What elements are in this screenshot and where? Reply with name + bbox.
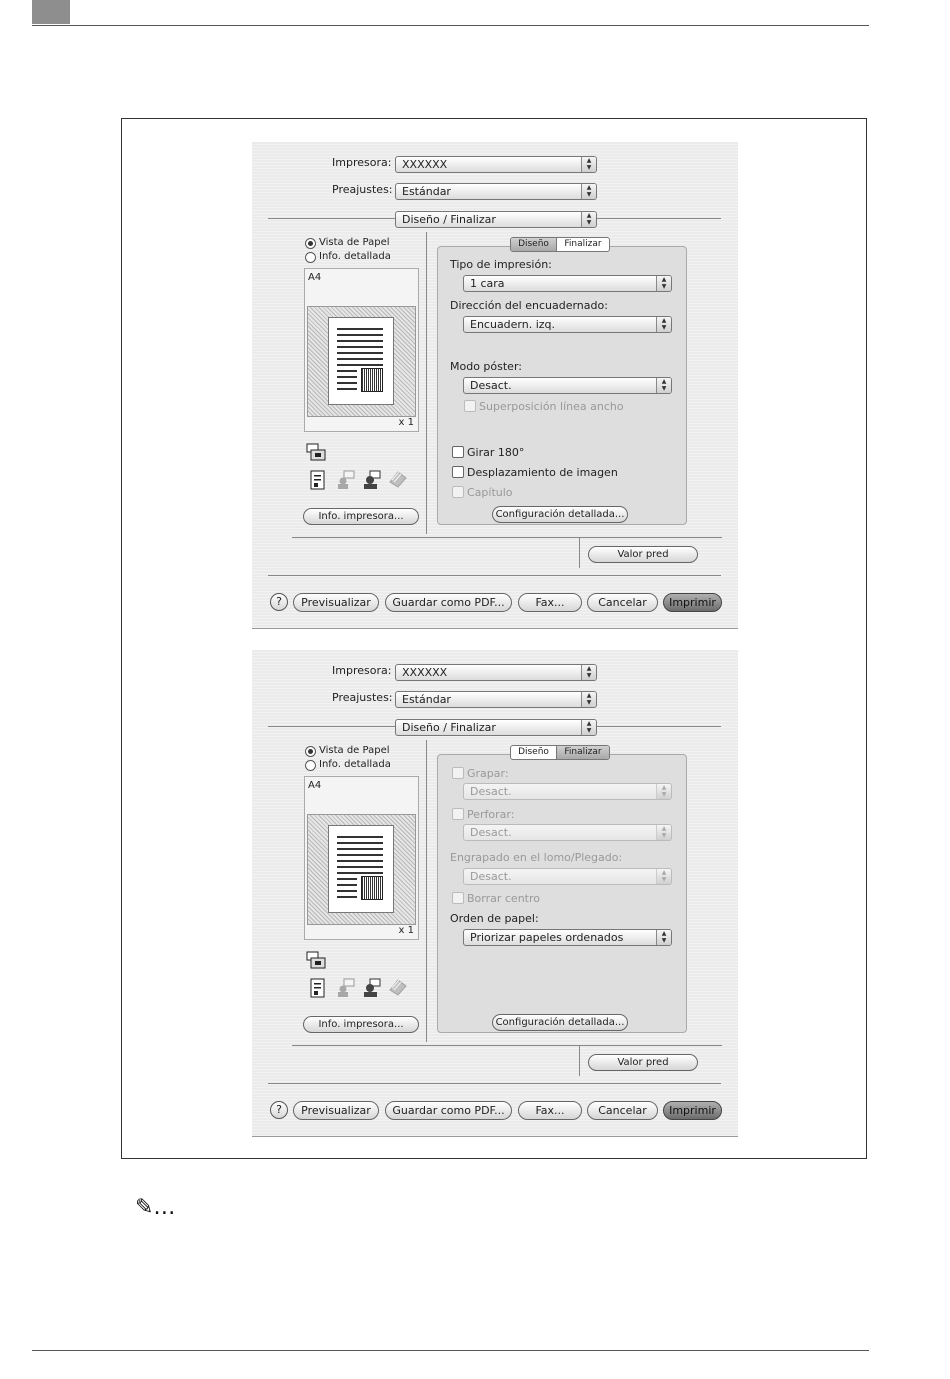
presets-select[interactable]: [395, 183, 597, 200]
panel-select-value: Diseño / Finalizar: [402, 213, 496, 226]
print-dialog-finishing: [252, 650, 738, 1137]
paper-size-label: A4: [308, 780, 322, 791]
fold-select[interactable]: [463, 868, 672, 885]
tab-layout[interactable]: Diseño: [511, 238, 556, 251]
presets-label: Preajustes:: [332, 183, 393, 196]
user-icon: [336, 978, 356, 998]
paper-view-label: Vista de Papel: [319, 237, 390, 248]
copies-label: x 1: [398, 417, 414, 428]
staple-value: Desact.: [470, 785, 512, 798]
details-radio[interactable]: [305, 252, 316, 263]
lower-separator: [292, 1045, 722, 1046]
popup-arrows-icon: ▲ ▼: [581, 157, 596, 172]
document-icon: [308, 978, 328, 998]
binding-label: Dirección del encuadernado:: [450, 299, 608, 312]
popup-arrows-icon: ▲ ▼: [656, 930, 671, 945]
paper-order-label: Orden de papel:: [450, 912, 539, 925]
lower-divider: [579, 1046, 580, 1076]
fold-label: Engrapado en el lomo/Plegado:: [450, 851, 623, 864]
stack-icon: [388, 468, 408, 488]
printer-info-button[interactable]: Info. impresora...: [303, 1016, 419, 1033]
details-label: Info. detallada: [319, 251, 391, 262]
account-icon: [362, 978, 382, 998]
account-icon: [362, 470, 382, 490]
header-rule: [32, 25, 869, 26]
column-divider: [426, 232, 427, 534]
image-shift-label: Desplazamiento de imagen: [467, 466, 618, 479]
preview-button[interactable]: Previsualizar: [293, 1101, 379, 1120]
tab-finishing[interactable]: Finalizar: [556, 746, 609, 759]
details-radio[interactable]: [305, 760, 316, 771]
overlap-label: Superposición línea ancho: [479, 400, 624, 413]
lower-separator: [292, 537, 722, 538]
print-button[interactable]: Imprimir: [663, 1101, 722, 1120]
punch-label: Perforar:: [467, 808, 515, 821]
help-button[interactable]: ?: [270, 1101, 288, 1119]
column-divider: [426, 740, 427, 1042]
chapter-checkbox[interactable]: [452, 486, 464, 498]
paper-order-select[interactable]: [463, 929, 672, 946]
chapter-label: Capítulo: [467, 486, 513, 499]
stack-icon: [388, 976, 408, 996]
preview-background: [307, 814, 416, 925]
erase-center-label: Borrar centro: [467, 892, 540, 905]
copies-label: x 1: [398, 925, 414, 936]
erase-center-checkbox[interactable]: [452, 892, 464, 904]
paper-view-radio[interactable]: [305, 746, 316, 757]
default-values-button[interactable]: Valor pred: [588, 546, 698, 563]
tab-bar: [510, 237, 610, 252]
fax-button[interactable]: Fax...: [518, 1101, 582, 1120]
fold-value: Desact.: [470, 870, 512, 883]
preview-sheet: [328, 317, 394, 405]
printer-label: Impresora:: [332, 664, 392, 677]
paper-preview: [304, 268, 419, 432]
presets-select-value: Estándar: [402, 693, 451, 706]
default-values-button[interactable]: Valor pred: [588, 1054, 698, 1071]
advanced-settings-button[interactable]: Configuración detallada...: [492, 1014, 628, 1031]
popup-arrows-icon: ▲ ▼: [656, 869, 671, 884]
preview-background: [307, 306, 416, 417]
popup-arrows-icon: ▲ ▼: [581, 692, 596, 707]
paper-view-radio[interactable]: [305, 238, 316, 249]
poster-select[interactable]: [463, 377, 672, 394]
tab-bar: [510, 745, 610, 760]
popup-arrows-icon: ▲ ▼: [656, 378, 671, 393]
footer-separator: [268, 575, 721, 576]
cancel-button[interactable]: Cancelar: [587, 1101, 658, 1120]
lower-divider: [579, 538, 580, 568]
popup-arrows-icon: ▲ ▼: [581, 212, 596, 227]
panel-select[interactable]: [395, 211, 597, 228]
print-button[interactable]: Imprimir: [663, 593, 722, 612]
popup-arrows-icon: ▲ ▼: [656, 276, 671, 291]
popup-arrows-icon: ▲ ▼: [656, 825, 671, 840]
staple-checkbox[interactable]: [452, 767, 464, 779]
printer-info-button[interactable]: Info. impresora...: [303, 508, 419, 525]
tab-layout[interactable]: Diseño: [518, 747, 549, 757]
user-icon: [336, 470, 356, 490]
popup-arrows-icon: ▲ ▼: [581, 720, 596, 735]
printer-status-icon: [306, 442, 326, 462]
paper-order-value: Priorizar papeles ordenados: [470, 931, 624, 944]
help-button[interactable]: ?: [270, 593, 288, 611]
paper-preview: [304, 776, 419, 940]
print-type-select[interactable]: [463, 275, 672, 292]
print-type-label: Tipo de impresión:: [450, 258, 552, 271]
popup-arrows-icon: ▲ ▼: [656, 317, 671, 332]
fax-button[interactable]: Fax...: [518, 593, 582, 612]
footer-separator: [268, 1083, 721, 1084]
staple-label: Grapar:: [467, 767, 509, 780]
footer-rule: [32, 1350, 869, 1351]
punch-checkbox[interactable]: [452, 808, 464, 820]
printer-select[interactable]: [395, 664, 597, 681]
presets-label: Preajustes:: [332, 691, 393, 704]
panel-select[interactable]: [395, 719, 597, 736]
binding-value: Encuadern. izq.: [470, 318, 556, 331]
printer-label: Impresora:: [332, 156, 392, 169]
save-pdf-button[interactable]: Guardar como PDF...: [385, 593, 512, 612]
rotate-checkbox[interactable]: [452, 446, 464, 458]
details-label: Info. detallada: [319, 759, 391, 770]
punch-value: Desact.: [470, 826, 512, 839]
popup-arrows-icon: ▲ ▼: [581, 665, 596, 680]
rotate-label: Girar 180°: [467, 446, 525, 459]
note-pencil-icon: ✎…: [135, 1195, 176, 1220]
paper-size-label: A4: [308, 272, 322, 283]
printer-select-value: XXXXXX: [402, 666, 448, 679]
print-dialog-layout: [252, 142, 738, 629]
printer-status-icon: [306, 950, 326, 970]
image-shift-checkbox[interactable]: [452, 466, 464, 478]
preview-sheet: [328, 825, 394, 913]
paper-view-label: Vista de Papel: [319, 745, 390, 756]
printer-select-value: XXXXXX: [402, 158, 448, 171]
preview-button[interactable]: Previsualizar: [293, 593, 379, 612]
page-header-tab: [32, 0, 70, 24]
staple-select[interactable]: [463, 783, 672, 800]
advanced-settings-button[interactable]: Configuración detallada...: [492, 506, 628, 523]
printer-select[interactable]: [395, 156, 597, 173]
panel-select-value: Diseño / Finalizar: [402, 721, 496, 734]
popup-arrows-icon: ▲ ▼: [581, 184, 596, 199]
popup-arrows-icon: ▲ ▼: [656, 784, 671, 799]
document-icon: [308, 470, 328, 490]
punch-select[interactable]: [463, 824, 672, 841]
poster-value: Desact.: [470, 379, 512, 392]
presets-select[interactable]: [395, 691, 597, 708]
print-type-value: 1 cara: [470, 277, 505, 290]
overlap-checkbox[interactable]: [464, 400, 476, 412]
presets-select-value: Estándar: [402, 185, 451, 198]
save-pdf-button[interactable]: Guardar como PDF...: [385, 1101, 512, 1120]
binding-select[interactable]: [463, 316, 672, 333]
poster-label: Modo póster:: [450, 360, 522, 373]
tab-finishing[interactable]: Finalizar: [556, 238, 609, 251]
cancel-button[interactable]: Cancelar: [587, 593, 658, 612]
